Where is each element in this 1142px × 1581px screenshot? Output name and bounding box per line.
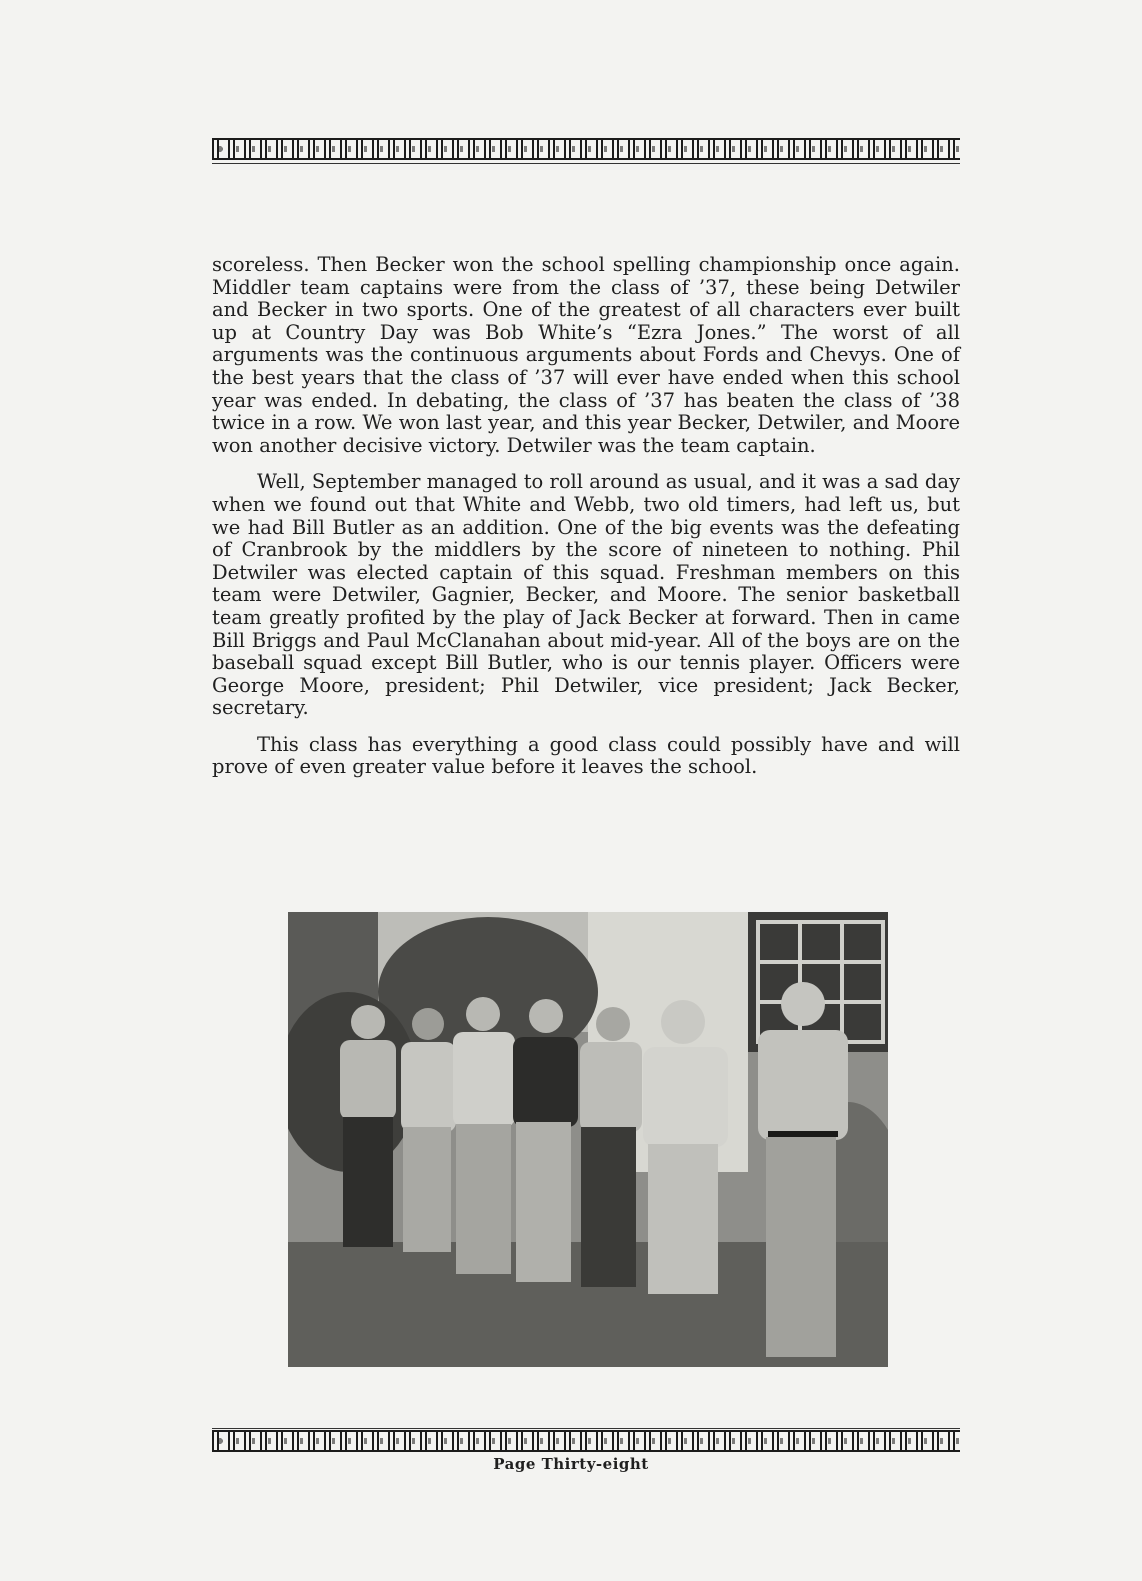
page-number: Page Thirty-eight [493,1455,649,1473]
paragraph-3: This class has everything a good class could possibly have and will prove of even greater value before it leaves the school. [212,732,960,779]
article-body [212,254,960,793]
paragraph-1: scoreless. Then Becker won the school spelling championship once again. Middler team captains were from the class of ’37, these being Detwiler and Becker in two sports. One of the greatest of all characters ever built up at Country Day was Bob White’s “Ezra Jones.” The worst of all arguments was the continuous arguments about Fords and Chevys. One of the best years that the class of ’37 will ever have ended when this school year was ended. In debating, the class of ’37 has beaten the class of ’38 twice in a row. We won last year, and this year Becker, Detwiler, and Moore won another decisive victory. Detwiler was the team captain. [212,253,960,457]
top-ornamental-border [212,138,960,160]
bottom-border-rule [212,1428,960,1429]
bottom-ornamental-border [212,1430,960,1452]
top-border-rule [212,163,960,164]
paragraph-2: Well, September managed to roll around as usual, and it was a sad day when we found out that White and Webb, two old timers, had left us, but we had Bill Butler as an addition. One of the big events was the defeating of Cranbrook by the middlers by the score of nineteen to nothing. Phil Detwiler was elected captain of this squad. Freshman members on this team were Detwiler, Gagnier, Becker, and Moore. The senior basketball team greatly profited by the play of Jack Becker at forward. Then in came Bill Briggs and Paul McClanahan about mid-year. All of the boys are on the baseball squad except Bill Butler, who is our tennis player. Officers were George Moore, president; Phil Detwiler, vice president; Jack Becker, secretary. [212,470,960,720]
class-group-photo [288,912,888,1367]
group-photo-illustration [288,912,888,1367]
